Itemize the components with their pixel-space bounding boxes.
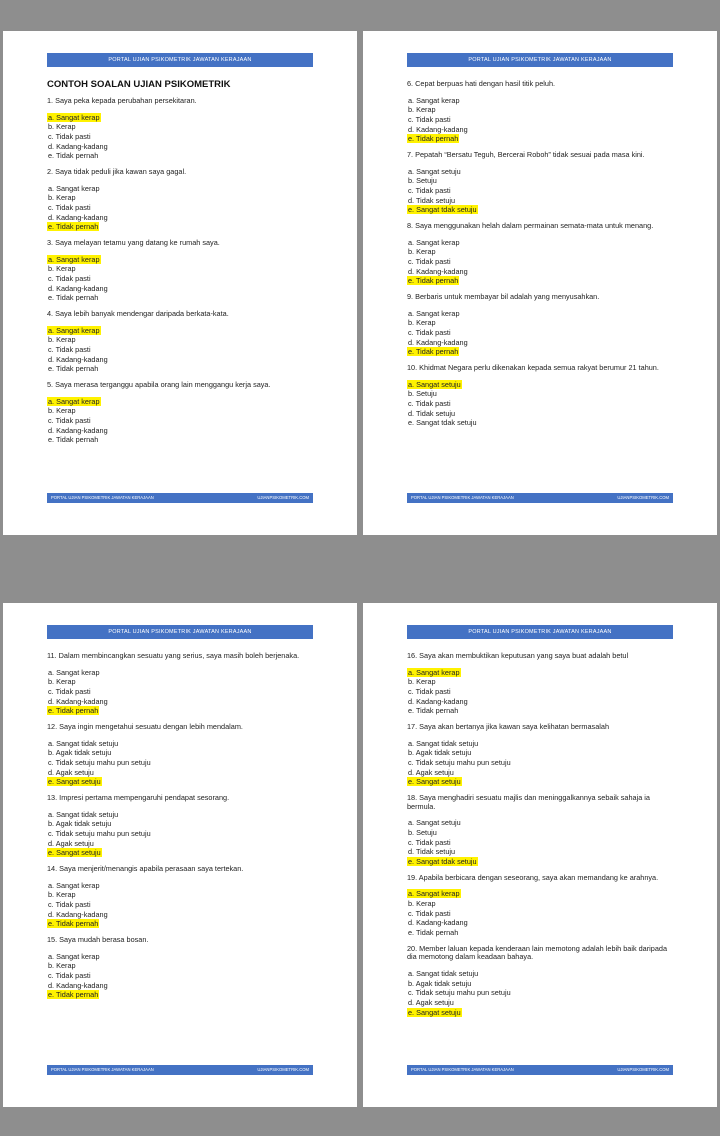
answer-option xyxy=(407,889,673,899)
answer-label: a. Sangat setuju xyxy=(408,818,461,828)
highlighted-answer-label: e. Tidak pernah xyxy=(48,222,99,232)
answer-option xyxy=(407,838,673,848)
highlighted-answer-label: a. Sangat kerap xyxy=(48,112,100,122)
answer-option xyxy=(407,276,673,286)
highlighted-answer-label: e. Tidak pernah xyxy=(48,706,99,716)
answer-option xyxy=(47,981,313,991)
highlighted-answer-label: a. Sangat kerap xyxy=(48,325,100,335)
answer-option xyxy=(47,203,313,213)
answer-label: d. Kadang-kadang xyxy=(48,696,108,706)
question-item xyxy=(407,874,673,938)
answer-option xyxy=(407,918,673,928)
answer-label: c. Tidak pasti xyxy=(408,399,451,409)
answer-option xyxy=(407,818,673,828)
answer-option xyxy=(47,416,313,426)
answer-option xyxy=(47,364,313,374)
question-text: 2. Saya tidak peduli jika kawan saya gagal. xyxy=(47,167,187,177)
question-text: 17. Saya akan bertanya jika kawan saya kelihatan bermasalah xyxy=(407,722,610,732)
question-text: 15. Saya mudah berasa bosan. xyxy=(47,935,149,945)
footer-left-text: PORTAL UJIAN PSIKOMETRIK JAWATAN KERAJAAN xyxy=(411,1067,514,1072)
footer-left-text: PORTAL UJIAN PSIKOMETRIK JAWATAN KERAJAAN xyxy=(51,1067,154,1072)
question-text: 16. Saya akan membuktikan keputusan yang saya buat adalah betul xyxy=(407,651,629,660)
highlighted-answer-label: e. Tidak pernah xyxy=(48,919,99,929)
answer-label: b. Kerap xyxy=(48,677,76,687)
question-item xyxy=(47,97,313,161)
answer-label: a. Sangat setuju xyxy=(408,166,461,176)
answer-option xyxy=(407,380,673,390)
answer-option xyxy=(47,919,313,929)
answer-option xyxy=(47,193,313,203)
answer-label: e. Tidak pernah xyxy=(408,928,459,938)
answer-label: d. Agak setuju xyxy=(408,997,454,1007)
answer-option xyxy=(47,132,313,142)
answer-label: d. Kadang-kadang xyxy=(48,425,108,435)
footer-right-text: UJIANPSIKOMETRIK.COM xyxy=(617,1067,669,1072)
answer-label: d. Kadang-kadang xyxy=(408,696,468,706)
question-text: 6. Cepat berpuas hati dengan hasil titik peluh. xyxy=(407,79,556,88)
question-text: 4. Saya lebih banyak mendengar daripada berkata-kata. xyxy=(47,309,229,319)
document-page-2 xyxy=(363,31,717,535)
answer-option xyxy=(47,397,313,407)
answer-label: b. Agak tidak setuju xyxy=(48,819,112,829)
answer-option xyxy=(47,255,313,265)
document-title: CONTOH SOALAN UJIAN PSIKOMETRIK xyxy=(47,79,231,90)
answer-option xyxy=(407,777,673,787)
answer-label: d. Tidak setuju xyxy=(408,847,456,857)
answer-label: d. Agak setuju xyxy=(48,767,94,777)
answer-option xyxy=(407,409,673,419)
question-item xyxy=(47,794,313,858)
answer-label: a. Sangat kerap xyxy=(408,308,460,318)
answer-option xyxy=(407,238,673,248)
page-footer xyxy=(407,493,673,503)
answer-option xyxy=(47,213,313,223)
answer-label: b. Kerap xyxy=(408,105,436,115)
answer-option xyxy=(47,890,313,900)
answer-label: d. Kadang-kadang xyxy=(48,354,108,364)
answer-label: d. Kadang-kadang xyxy=(408,918,468,928)
answer-label: c. Tidak setuju mahu pun setuju xyxy=(48,758,151,767)
answer-label: a. Sangat tidak setuju xyxy=(48,809,119,819)
answer-option xyxy=(407,338,673,348)
answer-option xyxy=(407,318,673,328)
question-text: 11. Dalam membincangkan sesuatu yang serius, saya masih boleh berjenaka. xyxy=(47,651,300,660)
answer-label: b. Agak tidak setuju xyxy=(408,748,472,758)
answer-label: d. Kadang-kadang xyxy=(48,980,108,990)
answer-option xyxy=(407,677,673,687)
highlighted-answer-label: a. Sangat kerap xyxy=(408,889,460,899)
answer-option xyxy=(47,839,313,849)
question-item xyxy=(407,652,673,716)
answer-option xyxy=(47,961,313,971)
answer-option xyxy=(407,988,673,998)
answer-label: a. Sangat tidak setuju xyxy=(408,968,479,978)
answer-option xyxy=(407,347,673,357)
answer-option xyxy=(407,125,673,135)
answer-label: c. Tidak pasti xyxy=(408,686,451,696)
question-item xyxy=(47,936,313,1000)
answer-option xyxy=(47,345,313,355)
answer-option xyxy=(47,677,313,687)
answer-option xyxy=(407,748,673,758)
answer-option xyxy=(407,758,673,768)
footer-left-text: PORTAL UJIAN PSIKOMETRIK JAWATAN KERAJAAN xyxy=(411,495,514,500)
answer-label: e. Tidak pernah xyxy=(48,151,99,161)
answer-option xyxy=(407,979,673,989)
highlighted-answer-label: e. Tidak pernah xyxy=(408,134,459,144)
answer-label: e. Tidak pernah xyxy=(408,706,459,716)
answer-label: c. Tidak pasti xyxy=(48,971,91,981)
answer-option xyxy=(47,768,313,778)
answer-option xyxy=(407,697,673,707)
question-item xyxy=(407,723,673,787)
answer-option xyxy=(47,990,313,1000)
answer-option xyxy=(407,167,673,177)
answer-option xyxy=(47,151,313,161)
question-text: 8. Saya menggunakan helah dalam permainan semata-mata untuk menang. xyxy=(407,221,654,231)
answer-option xyxy=(47,910,313,920)
answer-label: b. Kerap xyxy=(48,961,76,971)
document-page-1 xyxy=(3,31,357,535)
answer-label: c. Tidak pasti xyxy=(408,186,451,195)
question-item xyxy=(407,794,673,867)
highlighted-answer-label: a. Sangat kerap xyxy=(408,667,460,677)
answer-option xyxy=(407,857,673,867)
answer-label: c. Tidak pasti xyxy=(48,900,91,910)
answer-option xyxy=(47,142,313,152)
highlighted-answer-label: e. Tidak pernah xyxy=(408,347,459,357)
question-item xyxy=(47,652,313,716)
answer-option xyxy=(47,222,313,232)
answer-label: d. Kadang-kadang xyxy=(48,141,108,151)
page-footer xyxy=(407,1065,673,1075)
question-item xyxy=(407,80,673,144)
answer-option xyxy=(407,205,673,215)
answer-option xyxy=(47,284,313,294)
answer-option xyxy=(407,134,673,144)
answer-label: e. Tidak pernah xyxy=(48,364,99,374)
answer-label: a. Sangat kerap xyxy=(408,237,460,247)
answer-option xyxy=(47,881,313,891)
footer-left-text: PORTAL UJIAN PSIKOMETRIK JAWATAN KERAJAAN xyxy=(51,495,154,500)
footer-right-text: UJIANPSIKOMETRIK.COM xyxy=(257,1067,309,1072)
answer-option xyxy=(47,900,313,910)
answer-label: d. Kadang-kadang xyxy=(408,337,468,347)
question-list xyxy=(407,652,673,1017)
answer-label: c. Tidak pasti xyxy=(48,274,91,284)
answer-label: d. Kadang-kadang xyxy=(408,124,468,134)
answer-option xyxy=(47,971,313,981)
question-text: 12. Saya ingin mengetahui sesuatu dengan lebih mendalam. xyxy=(47,722,243,732)
answer-label: c. Tidak pasti xyxy=(408,257,451,267)
answer-label: e. Tidak pernah xyxy=(48,435,99,445)
footer-right-text: UJIANPSIKOMETRIK.COM xyxy=(617,495,669,500)
page-header: PORTAL UJIAN PSIKOMETRIK JAWATAN KERAJAAN xyxy=(407,53,673,67)
answer-label: d. Kadang-kadang xyxy=(408,266,468,276)
answer-label: b. Kerap xyxy=(408,677,436,687)
answer-label: c. Tidak pasti xyxy=(48,131,91,141)
answer-option xyxy=(47,748,313,758)
answer-option xyxy=(47,184,313,194)
highlighted-answer-label: a. Sangat kerap xyxy=(48,254,100,264)
answer-label: d. Kadang-kadang xyxy=(48,212,108,222)
answer-label: d. Kadang-kadang xyxy=(48,283,108,293)
question-list xyxy=(47,652,313,1000)
highlighted-answer-label: e. Sangat setuju xyxy=(48,848,101,858)
answer-label: a. Sangat kerap xyxy=(408,95,460,105)
highlighted-answer-label: e. Sangat tdak setuju xyxy=(408,857,477,866)
question-item xyxy=(47,310,313,374)
answer-label: b. Setuju xyxy=(408,389,437,399)
answer-label: c. Tidak pasti xyxy=(408,837,451,847)
answer-option xyxy=(47,668,313,678)
answer-label: b. Kerap xyxy=(48,264,76,274)
question-item xyxy=(47,723,313,787)
question-item xyxy=(407,151,673,215)
answer-label: b. Agak tidak setuju xyxy=(48,748,112,758)
highlighted-answer-label: a. Sangat kerap xyxy=(48,396,100,406)
answer-option xyxy=(407,115,673,125)
footer-right-text: UJIANPSIKOMETRIK.COM xyxy=(257,495,309,500)
question-item xyxy=(47,168,313,232)
answer-option xyxy=(407,418,673,428)
answer-label: c. Tidak pasti xyxy=(408,114,451,124)
question-text: 20. Member laluan kepada kenderaan lain memotong adalah lebih baik daripada dia memotong dalam keadaan bahaya. xyxy=(407,943,668,962)
question-item xyxy=(407,222,673,286)
answer-option xyxy=(407,828,673,838)
answer-option xyxy=(407,96,673,106)
highlighted-answer-label: a. Sangat setuju xyxy=(408,379,461,389)
answer-option xyxy=(407,176,673,186)
answer-option xyxy=(47,264,313,274)
answer-label: b. Kerap xyxy=(48,406,76,416)
answer-option xyxy=(407,105,673,115)
question-text: 1. Saya peka kepada perubahan persekitaran. xyxy=(47,96,197,105)
answer-option xyxy=(47,697,313,707)
answer-label: d. Kadang-kadang xyxy=(48,909,108,919)
answer-option xyxy=(407,969,673,979)
answer-label: b. Kerap xyxy=(48,122,76,132)
answer-label: a. Sangat kerap xyxy=(48,880,100,890)
answer-label: b. Kerap xyxy=(408,318,436,328)
answer-label: b. Kerap xyxy=(408,898,436,908)
answer-label: d. Agak setuju xyxy=(408,767,454,777)
answer-label: c. Tidak setuju mahu pun setuju xyxy=(408,758,511,767)
answer-option xyxy=(407,186,673,196)
answer-option xyxy=(407,768,673,778)
answer-label: c. Tidak pasti xyxy=(48,686,91,696)
answer-option xyxy=(407,909,673,919)
answer-option xyxy=(407,668,673,678)
question-item xyxy=(47,239,313,303)
question-item xyxy=(407,364,673,428)
answer-option xyxy=(47,687,313,697)
answer-option xyxy=(407,998,673,1008)
question-text: 10. Khidmat Negara perlu dikenakan kepada semua rakyat berumur 21 tahun. xyxy=(407,363,659,373)
answer-label: c. Tidak pasti xyxy=(408,908,451,918)
answer-option xyxy=(407,847,673,857)
answer-label: b. Kerap xyxy=(48,193,76,203)
answer-option xyxy=(47,819,313,829)
highlighted-answer-label: e. Tidak pernah xyxy=(408,276,459,286)
answer-label: c. Tidak pasti xyxy=(48,416,91,426)
answer-label: b. Kerap xyxy=(48,890,76,900)
answer-label: e. Tidak pernah xyxy=(48,293,99,303)
answer-label: d. Agak setuju xyxy=(48,838,94,848)
question-item xyxy=(47,865,313,929)
highlighted-answer-label: e. Sangat tdak setuju xyxy=(408,205,477,215)
question-item xyxy=(47,381,313,445)
answer-option xyxy=(47,293,313,303)
answer-label: b. Kerap xyxy=(408,247,436,257)
answer-option xyxy=(407,1008,673,1018)
question-text: 18. Saya menghadiri sesuatu majlis dan meninggalkannya sebaik sahaja ia bermula. xyxy=(407,793,650,811)
answer-option xyxy=(407,309,673,319)
question-list xyxy=(407,80,673,428)
answer-label: b. Kerap xyxy=(48,335,76,345)
question-item xyxy=(407,945,673,1018)
answer-option xyxy=(407,687,673,697)
answer-option xyxy=(47,739,313,749)
answer-label: a. Sangat tidak setuju xyxy=(408,738,479,748)
answer-label: c. Tidak setuju mahu pun setuju xyxy=(48,829,151,839)
answer-label: b. Agak tidak setuju xyxy=(408,978,472,988)
page-footer xyxy=(47,1065,313,1075)
question-text: 3. Saya melayan tetamu yang datang ke rumah saya. xyxy=(47,238,220,248)
answer-option xyxy=(47,113,313,123)
answer-option xyxy=(47,435,313,445)
answer-option xyxy=(407,267,673,277)
question-text: 13. Impresi pertama mempengaruhi pendapat sesorang. xyxy=(47,793,230,803)
answer-option xyxy=(407,706,673,716)
answer-option xyxy=(407,928,673,938)
answer-label: a. Sangat tidak setuju xyxy=(48,738,119,748)
answer-option xyxy=(47,355,313,365)
answer-option xyxy=(407,196,673,206)
answer-option xyxy=(407,739,673,749)
page-header: PORTAL UJIAN PSIKOMETRIK JAWATAN KERAJAAN xyxy=(407,625,673,639)
question-list xyxy=(47,97,313,445)
answer-option xyxy=(407,257,673,267)
answer-option xyxy=(407,389,673,399)
answer-option xyxy=(47,758,313,768)
question-text: 9. Berbaris untuk membayar bil adalah yang menyusahkan. xyxy=(407,292,600,302)
answer-label: d. Tidak setuju xyxy=(408,408,456,418)
answer-option xyxy=(47,706,313,716)
answer-label: c. Tidak pasti xyxy=(48,203,91,212)
answer-option xyxy=(47,335,313,345)
answer-label: e. Sangat tdak setuju xyxy=(408,418,477,428)
answer-option xyxy=(47,326,313,336)
answer-option xyxy=(47,810,313,820)
answer-label: a. Sangat kerap xyxy=(48,183,100,193)
page-header: PORTAL UJIAN PSIKOMETRIK JAWATAN KERAJAAN xyxy=(47,53,313,67)
highlighted-answer-label: e. Sangat setuju xyxy=(408,777,461,787)
page-header: PORTAL UJIAN PSIKOMETRIK JAWATAN KERAJAAN xyxy=(47,625,313,639)
answer-option xyxy=(47,952,313,962)
answer-option xyxy=(47,406,313,416)
answer-option xyxy=(47,777,313,787)
question-text: 14. Saya menjerit/menangis apabila perasaan saya tertekan. xyxy=(47,864,244,874)
question-text: 7. Pepatah “Bersatu Teguh, Bercerai Roboh” tidak sesuai pada masa kini. xyxy=(407,150,645,160)
answer-label: c. Tidak setuju mahu pun setuju xyxy=(408,988,511,998)
highlighted-answer-label: e. Tidak pernah xyxy=(48,990,99,1000)
document-page-4 xyxy=(363,603,717,1107)
answer-option xyxy=(407,899,673,909)
question-text: 19. Apabila berbicara dengan seseorang, saya akan memandang ke arahnya. xyxy=(407,872,659,882)
answer-option xyxy=(47,829,313,839)
answer-option xyxy=(47,122,313,132)
answer-label: b. Setuju xyxy=(408,176,437,186)
answer-label: d. Tidak setuju xyxy=(408,195,456,205)
answer-label: b. Setuju xyxy=(408,827,437,837)
answer-option xyxy=(407,328,673,338)
answer-option xyxy=(47,848,313,858)
document-page-3 xyxy=(3,603,357,1107)
page-footer xyxy=(47,493,313,503)
answer-option xyxy=(47,426,313,436)
highlighted-answer-label: e. Sangat setuju xyxy=(408,1007,461,1017)
answer-label: c. Tidak pasti xyxy=(48,345,91,355)
answer-label: c. Tidak pasti xyxy=(408,328,451,338)
answer-option xyxy=(407,247,673,257)
answer-option xyxy=(47,274,313,284)
highlighted-answer-label: e. Sangat setuju xyxy=(48,777,101,787)
question-text: 5. Saya merasa terganggu apabila orang lain menggangu kerja saya. xyxy=(47,380,271,390)
question-item xyxy=(407,293,673,357)
answer-option xyxy=(407,399,673,409)
answer-label: a. Sangat kerap xyxy=(48,667,100,677)
answer-label: a. Sangat kerap xyxy=(48,951,100,961)
